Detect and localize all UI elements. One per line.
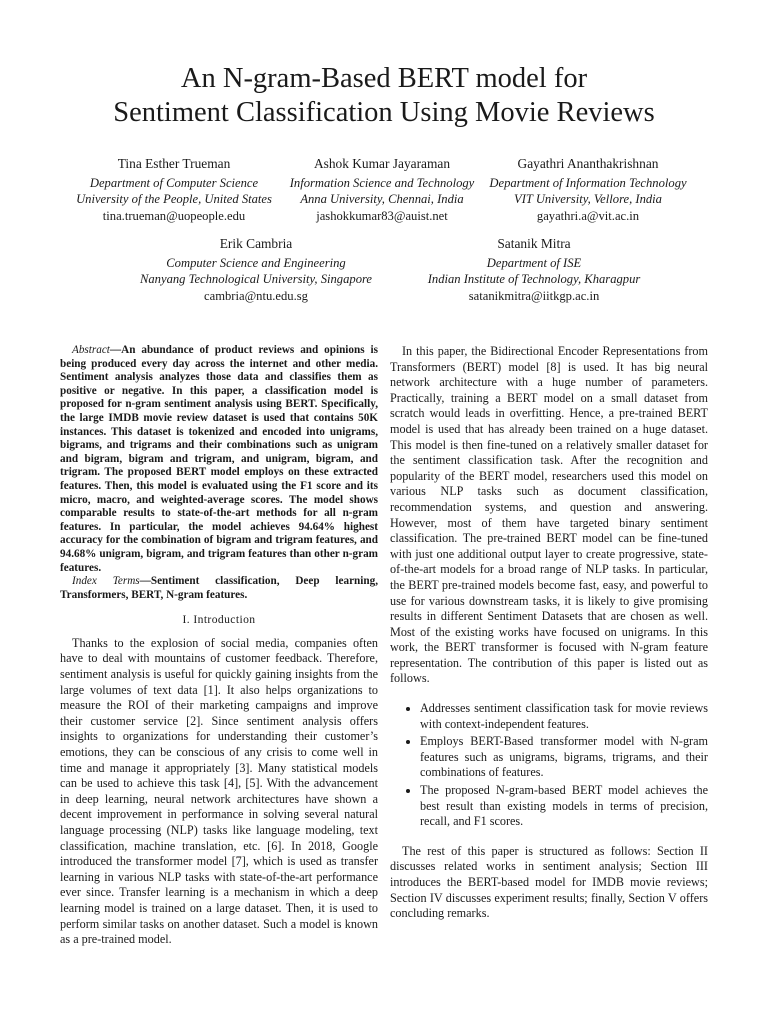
abstract-label: Abstract: [72, 344, 110, 356]
paper-title: [0, 62, 768, 130]
author-department: Department of Computer Science: [89, 176, 259, 191]
author-block: [58, 156, 290, 224]
author-department: Department of Information Technology: [489, 176, 687, 191]
intro-paragraph: Thanks to the explosion of social media, companies often have to deal with mountains of customer feedback. Therefore, sentiment analysis is useful for quickly gaining insights from the large volumes of text data [1]. It also helps organizations to measure the ROI of their marketing campaigns and improve their customer service [2]. Since sentiment analysis offers insights to organizations for understanding their customer’s emotions, they can be conscious of any crisis to come well in time and manage it appropriately [3]. Many statistical models can be used to achieve this task [4], [5]. With the advancement in deep learning, neural network architectures have shown a decent improvement in performance in solving several natural language processing (NLP) tasks like language modeling, text classification, machine translation, etc. [6]. In 2018, Google introduced the transformer model [7], which is used as transfer learning in various NLP tasks with state-of-the-art performance ever since. Transfer learning is a mechanism in which a deep learning model is trained on a large dataset. Then, it is used to perform similar tasks on another dataset. Such a model is known as a pre-trained model.: [60, 635, 378, 947]
abstract: [60, 344, 378, 575]
author-name: Tina Esther Trueman: [117, 156, 231, 171]
author-institution: University of the People, United States: [76, 192, 272, 207]
right-paragraph-1: In this paper, the Bidirectional Encoder Representations from Transformers (BERT) model [8] is used. It has big neural network architecture with a huge number of parameters. Practically, training a BERT model on a small dataset from scratch would leads in overfitting. Hence, a pre-trained BERT model is used that has already been trained on a huge dataset. This model is then fine-tuned on a relatively smaller dataset for the sentiment classification task. After the recognition and popularity of the BERT model, researchers used this model on various NLP tasks such as document classification, recommendation systems, and question and answering. However, most of them have targeted binary sentiment classification. The pre-trained BERT model can be fine-tuned with just one additional output layer to create progressive, state-of-the-art models for a broad range of NLP tasks. In particular, the BERT pre-trained models become fast, easy, and powerful to use for various downstream tasks, it is likely to give promising results in different Sentiment Datasets that are chosen as well. Most of the existing works have focused on unigrams. In this work, the BERT transformer is focused with N-gram feature representation. The contribution of this paper is listed out as follows.: [390, 344, 708, 686]
contribution-list: [390, 701, 708, 830]
author-name: Satanik Mitra: [497, 236, 571, 251]
list-item: • Addresses sentiment classification task for movie reviews with context-independent features.: [420, 701, 708, 732]
right-column: [390, 344, 708, 922]
author-department: Information Science and Technology: [289, 176, 475, 191]
author-name: Erik Cambria: [219, 236, 293, 251]
list-item: • The proposed N-gram-based BERT model achieves the best result than existing models in terms of precision, recall, and F1 scores.: [420, 783, 708, 830]
author-email: jashokkumar83@auist.net: [316, 208, 448, 223]
author-department: Department of ISE: [486, 256, 582, 271]
abstract-text: —An abundance of product reviews and opinions is being produced every day across the internet and other media. Sentiment analysis analyzes those data and classifies them as positive or negative. In this paper, a classification model is proposed for n-gram sentiment analysis using BERT. Specifically, the large IMDB movie review dataset is used that contains 50K instances. This dataset is tokenized and encoded into unigrams, bigrams, and trigrams and their combinations such as unigram and bigram, bigram and trigram, and unigram, bigram, and trigram. The proposed BERT model employs on these extracted features. Then, this model is evaluated using the F1 score and its micro, macro, and weighted-average scores. The model shows comparable results to state-of-the-art methods for all n-gram features. In particular, the model achieves 94.64% highest accuracy for the combination of bigram and trigram features, and 94.68% unigram, bigram, and trigram features than other n-gram features.: [60, 344, 378, 574]
author-institution: Anna University, Chennai, India: [300, 192, 464, 207]
author-block: [266, 156, 498, 224]
author-name: Ashok Kumar Jayaraman: [313, 156, 451, 171]
author-email: satanikmitra@iitkgp.ac.in: [468, 288, 600, 303]
author-email: tina.trueman@uopeople.edu: [102, 208, 246, 223]
title-line-2: Sentiment Classification Using Movie Reviews: [113, 97, 655, 128]
right-paragraph-2: The rest of this paper is structured as follows: Section II discusses related works in sentiment analysis; Section III introduces the BERT-based model for IMDB movie reviews; Section IV discusses experiment results; finally, Section V offers concluding remarks.: [390, 843, 708, 921]
author-department: Computer Science and Engineering: [166, 256, 346, 271]
author-institution: VIT University, Vellore, India: [514, 192, 662, 207]
left-column: [60, 344, 378, 948]
title-line-1: An N-gram-Based BERT model for: [180, 63, 588, 94]
author-name: Gayathri Ananthakrishnan: [517, 156, 659, 171]
list-item: • Employs BERT-Based transformer model with N-gram features such as unigrams, bigrams, trigrams, and their combinations of features.: [420, 734, 708, 781]
author-block: [394, 236, 674, 304]
author-institution: Indian Institute of Technology, Kharagpur: [427, 272, 641, 287]
author-block: [116, 236, 396, 304]
section-heading: I. Introduction: [182, 613, 256, 627]
index-terms-text: —Sentiment classification, Deep learning, Transformers, BERT, N-gram features.: [60, 575, 379, 601]
author-institution: Nanyang Technological University, Singapore: [139, 272, 373, 287]
author-email: cambria@ntu.edu.sg: [204, 288, 308, 303]
author-email: gayathri.a@vit.ac.in: [536, 208, 640, 223]
index-terms-label: Index Terms: [72, 575, 140, 588]
author-block: [472, 156, 704, 224]
index-terms: [60, 575, 378, 602]
